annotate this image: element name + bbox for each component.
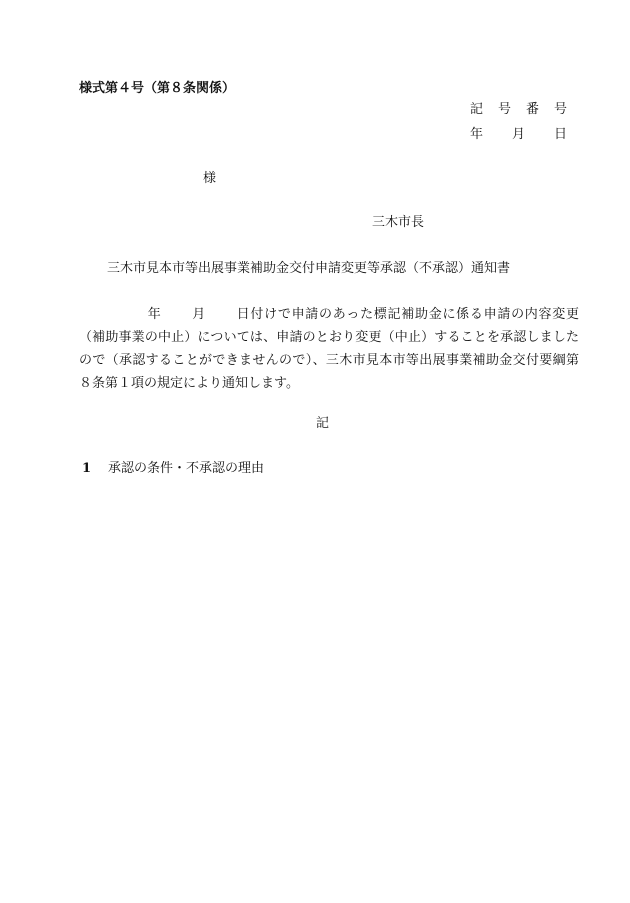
body-text: 日付けで申請のあった標記補助金に係る申請の内容変更（補助事業の中止）については、申請のとおり変更（中止）することを承認しましたので（承認することができませんので）、三木市見本市等出展事業補助金交付要綱第８条第１項の規定により通知します。 (79, 307, 579, 391)
issuer: 三木市長 (372, 215, 425, 230)
reference-block (470, 103, 567, 153)
date-year-label: 年 (470, 127, 484, 142)
date-day-label: 日 (553, 127, 567, 142)
record-number-char: 号 (497, 102, 511, 117)
form-number: 様式第４号（第８条関係） (79, 81, 236, 96)
body-year-label: 年 (147, 307, 162, 322)
record-number-char: 号 (553, 102, 567, 117)
section-1 (82, 462, 264, 475)
section-1-number: 1 (82, 461, 92, 476)
ki-heading: 記 (316, 416, 330, 431)
body-paragraph (79, 303, 579, 395)
record-number-char: 番 (525, 102, 539, 117)
record-number-row (470, 103, 567, 128)
section-1-label: 承認の条件・不承認の理由 (108, 461, 265, 476)
date-month-label: 月 (511, 127, 525, 142)
document-title: 三木市見本市等出展事業補助金交付申請変更等承認（不承認）通知書 (107, 261, 511, 276)
record-number-char: 記 (470, 102, 484, 117)
date-row (470, 128, 567, 153)
addressee: 様 (203, 171, 217, 186)
body-month-label: 月 (191, 307, 206, 322)
